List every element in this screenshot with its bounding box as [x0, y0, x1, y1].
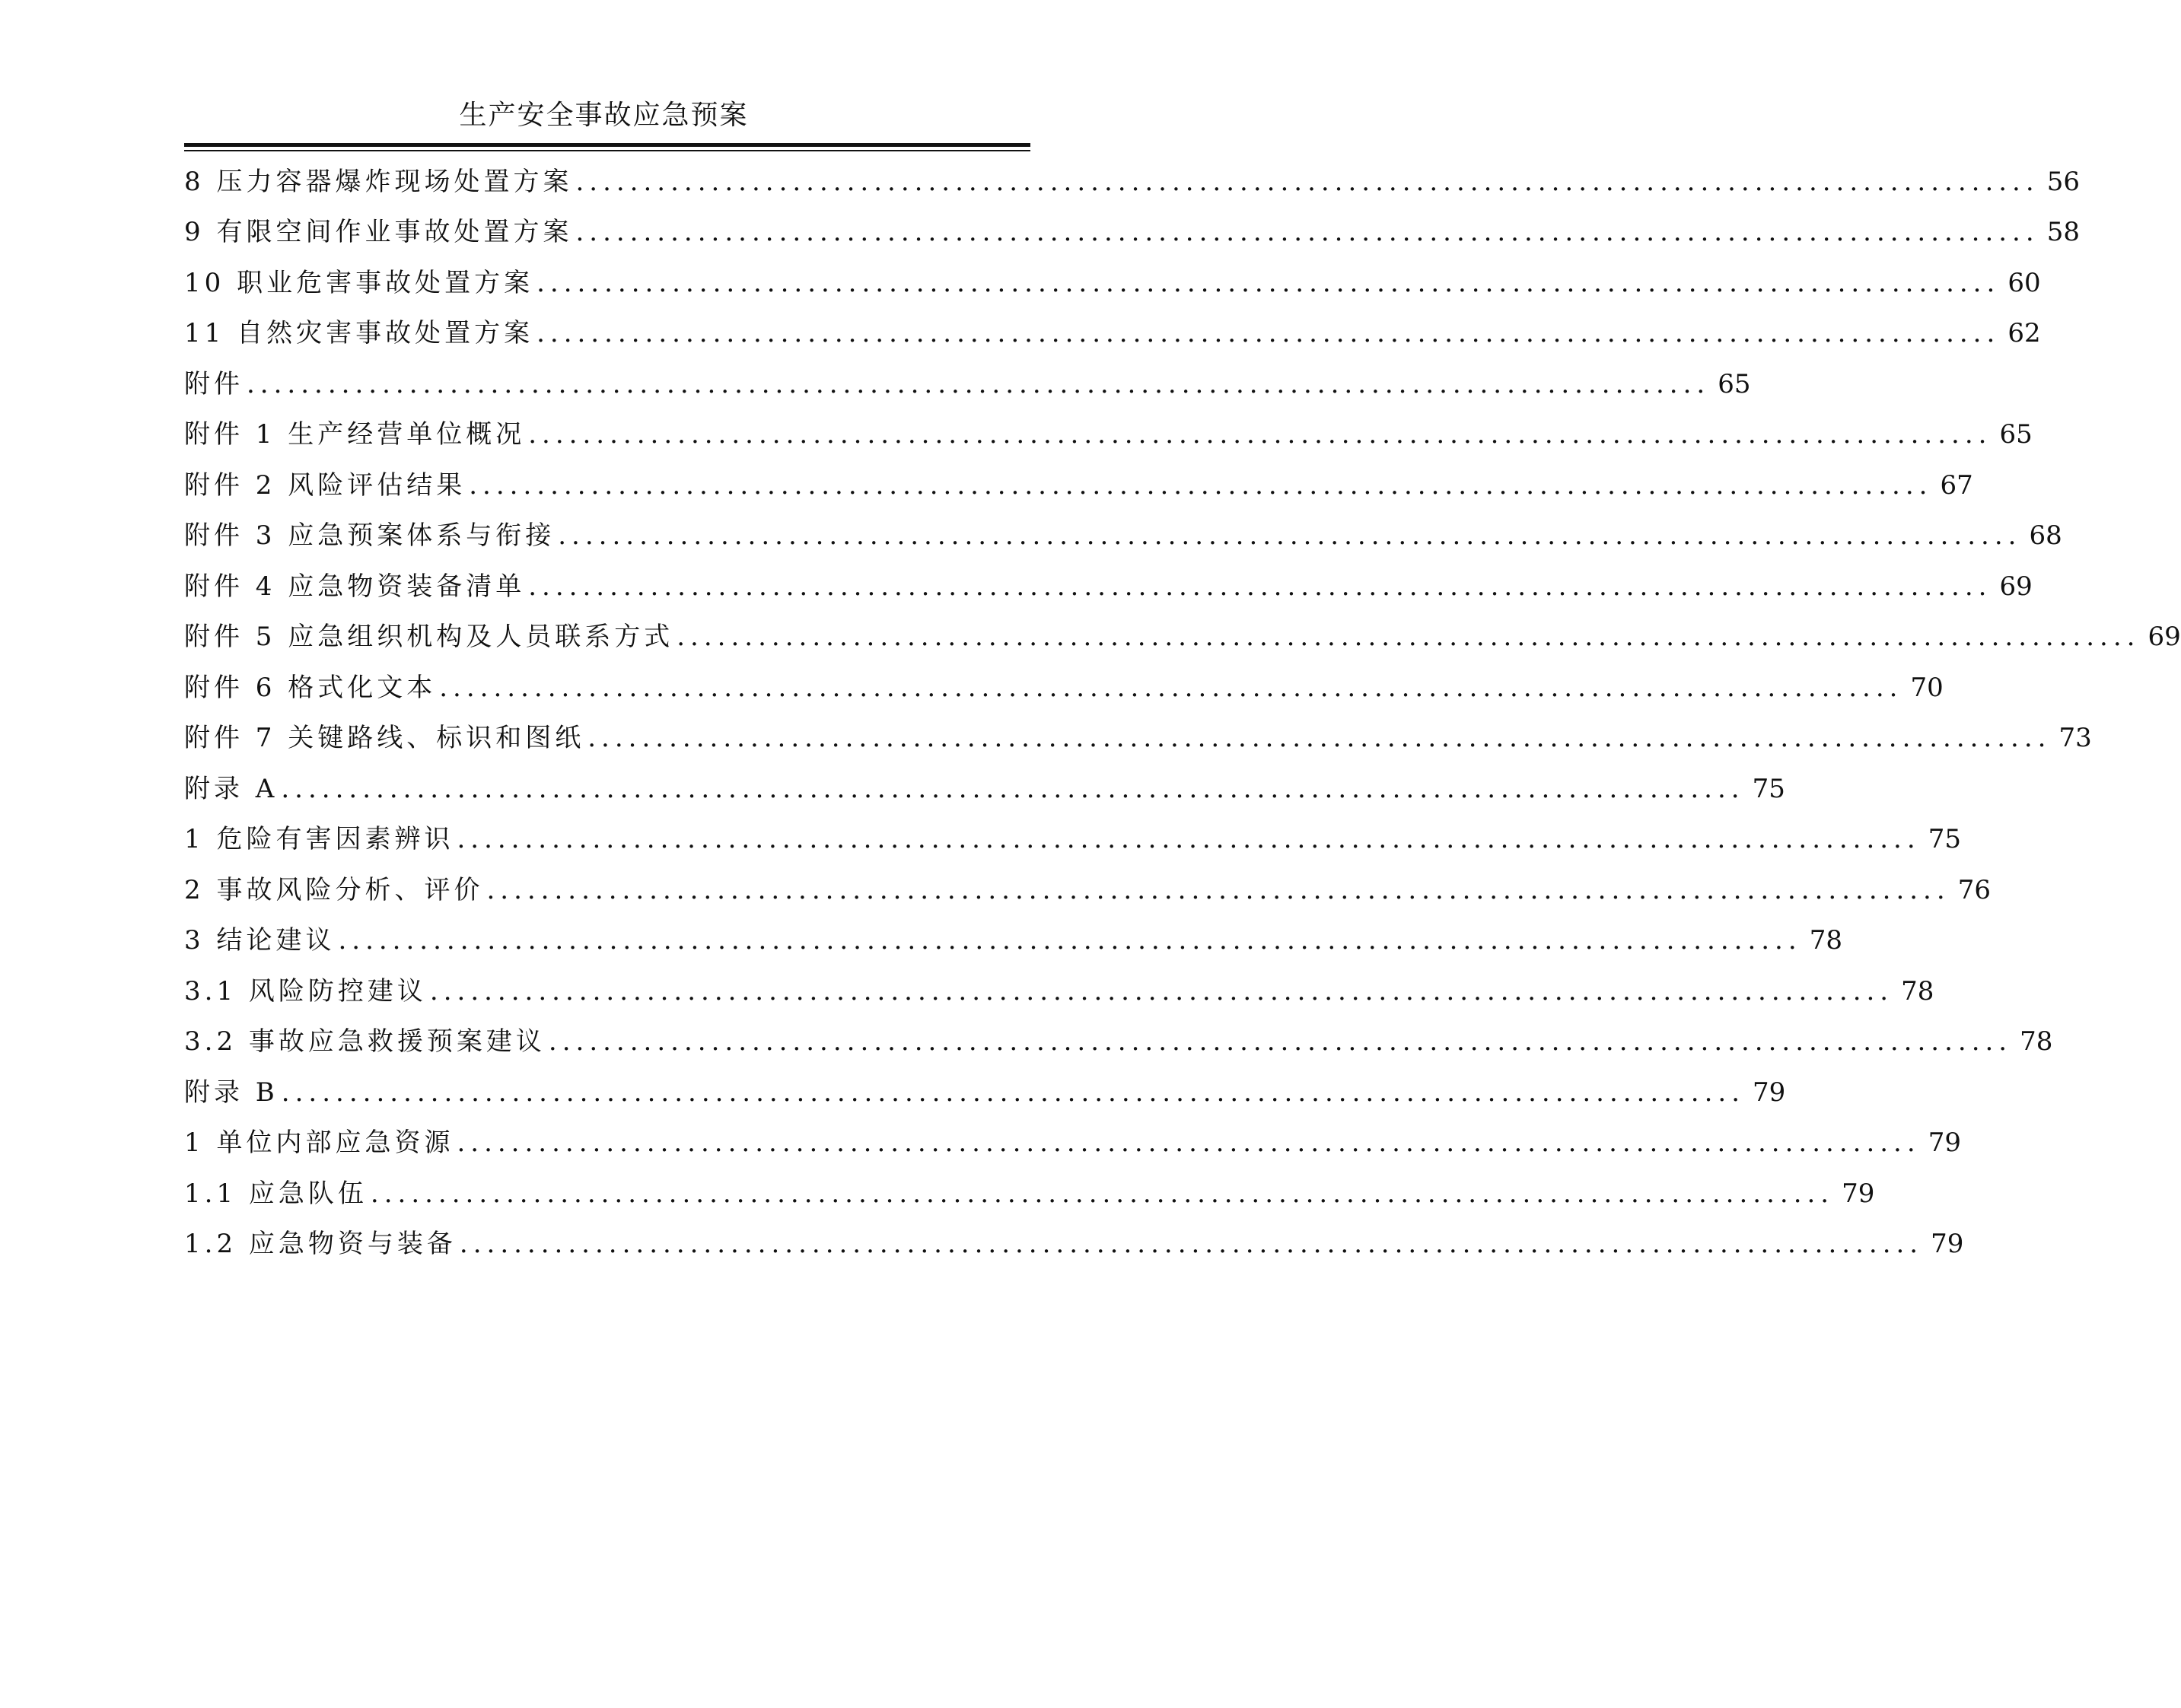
toc-entry-title: 8 压力容器爆炸现场处置方案	[184, 166, 573, 197]
toc-page-number: 79	[1842, 1178, 1875, 1209]
toc-entry-title: 附录 B	[184, 1077, 279, 1108]
toc-page-number: 78	[2020, 1026, 2053, 1057]
toc-entry-title: 附件 7 关键路线、标识和图纸	[184, 723, 585, 753]
toc-dot-leader: ............................................................................................................	[457, 1128, 1921, 1158]
toc-entry-title: 11 自然灾害事故处置方案	[184, 318, 534, 348]
header-rule-thick	[184, 143, 1030, 147]
toc-entry[interactable]	[184, 156, 2080, 207]
toc-page-number: 67	[1940, 469, 1973, 501]
toc-entry[interactable]	[184, 1219, 1964, 1270]
toc-dot-leader: ............................................................................................................	[528, 571, 1992, 602]
toc-entry[interactable]	[184, 308, 2041, 359]
toc-entry[interactable]	[184, 460, 1973, 510]
toc-entry[interactable]	[184, 409, 2033, 460]
toc-dot-leader: ............................................................................................................	[558, 520, 2022, 551]
toc-page-number: 56	[2046, 166, 2080, 197]
toc-page-number: 78	[1901, 975, 1934, 1007]
toc-page-number: 60	[2007, 267, 2041, 298]
toc-dot-leader: ............................................................................................................	[281, 773, 1745, 804]
toc-dot-leader: ............................................................................................................	[536, 318, 2001, 348]
toc-dot-leader: ............................................................................................................	[469, 469, 1933, 501]
page-header-title: 生产安全事故应急预案	[459, 100, 749, 131]
toc-entry-title: 1.1 应急队伍	[184, 1178, 368, 1209]
toc-entry-title: 1.2 应急物资与装备	[184, 1229, 457, 1259]
toc-page-number: 79	[1928, 1128, 1961, 1158]
toc-entry-title: 2 事故风险分析、评价	[184, 874, 484, 905]
toc-dot-leader: ............................................................................................................	[459, 1229, 1924, 1259]
toc-page-number: 76	[1957, 874, 1991, 905]
toc-dot-leader: ............................................................................................................	[575, 166, 2039, 197]
toc-entry[interactable]	[184, 257, 2041, 308]
toc-page-number: 69	[2148, 622, 2181, 652]
toc-entry[interactable]	[184, 1016, 2053, 1067]
toc-dot-leader: ............................................................................................................	[587, 723, 2052, 753]
toc-entry-title: 附件 2 风险评估结果	[184, 469, 466, 501]
toc-entry-title: 1 单位内部应急资源	[184, 1128, 454, 1158]
table-of-contents	[184, 156, 2181, 1269]
toc-page-number: 58	[2046, 217, 2080, 247]
toc-page-number: 69	[1999, 571, 2033, 602]
toc-page-number: 68	[2029, 520, 2062, 551]
toc-entry[interactable]	[184, 763, 1785, 814]
toc-entry-title: 3 结论建议	[184, 925, 336, 956]
toc-dot-leader: ............................................................................................................	[677, 622, 2141, 652]
toc-dot-leader: ............................................................................................................	[528, 419, 1992, 450]
toc-entry[interactable]	[184, 358, 1751, 409]
toc-entry[interactable]	[184, 1067, 1786, 1118]
toc-page-number: 79	[1753, 1077, 1786, 1108]
toc-entry-title: 3.1 风险防控建议	[184, 975, 427, 1007]
toc-entry-title: 9 有限空间作业事故处置方案	[184, 217, 573, 247]
header-rule-thin	[184, 150, 1030, 151]
toc-entry-title: 附件 1 生产经营单位概况	[184, 419, 526, 450]
toc-page-number: 62	[2007, 318, 2041, 348]
toc-dot-leader: ............................................................................................................	[370, 1178, 1835, 1209]
toc-dot-leader: ............................................................................................................	[281, 1077, 1746, 1108]
toc-dot-leader: ............................................................................................................	[247, 368, 1711, 399]
toc-dot-leader: ............................................................................................................	[536, 267, 2001, 298]
toc-entry-title: 附件 6 格式化文本	[184, 672, 437, 703]
toc-entry[interactable]	[184, 814, 1961, 865]
toc-entry[interactable]	[184, 510, 2062, 561]
toc-entry-title: 附件 4 应急物资装备清单	[184, 571, 526, 602]
toc-dot-leader: ............................................................................................................	[439, 672, 1903, 703]
toc-entry-title: 附件 5 应急组织机构及人员联系方式	[184, 622, 674, 652]
toc-page-number: 75	[1928, 824, 1961, 854]
toc-entry[interactable]	[184, 713, 2092, 764]
toc-entry[interactable]	[184, 1118, 1961, 1169]
toc-entry[interactable]	[184, 662, 1944, 713]
toc-entry[interactable]	[184, 1168, 1875, 1219]
toc-dot-leader: ............................................................................................................	[548, 1026, 2013, 1057]
toc-entry[interactable]	[184, 561, 2033, 612]
toc-entry[interactable]	[184, 915, 1842, 966]
toc-entry-title: 附件 3 应急预案体系与衔接	[184, 520, 556, 551]
toc-page-number: 70	[1910, 672, 1944, 703]
toc-page-number: 65	[1718, 368, 1751, 399]
toc-dot-leader: ............................................................................................................	[338, 925, 1802, 956]
toc-entry[interactable]	[184, 612, 2181, 663]
toc-page-number: 79	[1931, 1229, 1964, 1259]
toc-dot-leader: ............................................................................................................	[457, 824, 1921, 854]
toc-entry-title: 1 危险有害因素辨识	[184, 824, 454, 854]
toc-entry[interactable]	[184, 965, 1934, 1016]
toc-entry[interactable]	[184, 207, 2080, 258]
toc-page-number: 78	[1809, 925, 1842, 956]
toc-entry-title: 附件	[184, 368, 244, 399]
toc-page-number: 73	[2058, 723, 2092, 753]
toc-entry[interactable]	[184, 864, 1991, 915]
toc-entry-title: 3.2 事故应急救援预案建议	[184, 1026, 546, 1057]
toc-entry-title: 10 职业危害事故处置方案	[184, 267, 534, 298]
toc-page-number: 65	[1999, 419, 2033, 450]
toc-dot-leader: ............................................................................................................	[486, 874, 1950, 905]
toc-dot-leader: ............................................................................................................	[429, 975, 1894, 1007]
toc-page-number: 75	[1752, 773, 1785, 804]
toc-dot-leader: ............................................................................................................	[575, 217, 2039, 247]
toc-entry-title: 附录 A	[184, 773, 279, 804]
